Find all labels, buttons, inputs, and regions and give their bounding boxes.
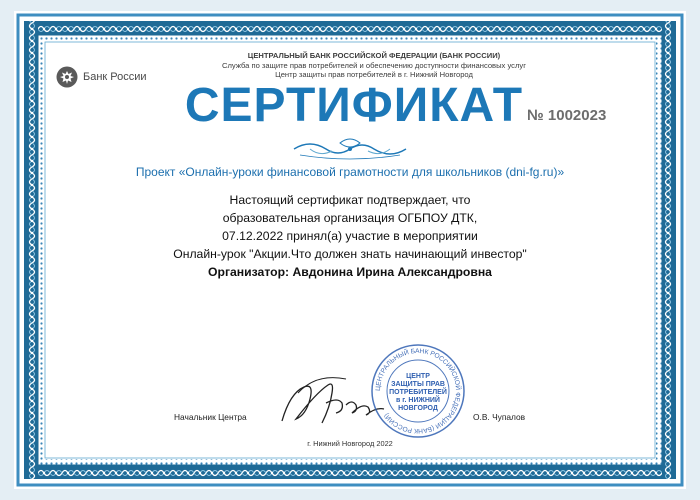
stamp-center-line-3: ПОТРЕБИТЕЛЕЙ bbox=[389, 389, 447, 396]
flourish-divider bbox=[290, 137, 410, 161]
certificate-number: № 1002023 bbox=[527, 107, 607, 124]
official-stamp bbox=[370, 343, 466, 439]
certificate-page bbox=[14, 11, 686, 489]
project-title: Проект «Онлайн-уроки финансовой грамотности для школьников (dni-fg.ru)» bbox=[135, 165, 565, 179]
logo-text: Банк России bbox=[83, 71, 147, 83]
double-headed-eagle-icon bbox=[56, 66, 78, 88]
body-line-1: Настоящий сертификат подтверждает, что bbox=[229, 193, 471, 207]
header-line-3: Центр защиты прав потребителей в г. Нижний Новгород bbox=[275, 70, 473, 79]
signatory-position: Начальник Центра bbox=[174, 412, 247, 422]
stamp-center-line-5: НОВГОРОД bbox=[398, 405, 438, 412]
certificate-title: СЕРТИФИКАТ bbox=[184, 79, 524, 132]
header-line-1: ЦЕНТРАЛЬНЫЙ БАНК РОССИЙСКОЙ ФЕДЕРАЦИИ (БАНК РОССИИ) bbox=[247, 51, 501, 60]
stamp-center-line-2: ЗАЩИТЫ ПРАВ bbox=[391, 381, 445, 388]
footer-place: г. Нижний Новгород 2022 bbox=[307, 439, 393, 448]
body-line-3: 07.12.2022 принял(а) участие в мероприятии bbox=[222, 229, 478, 243]
signatory-name: О.В. Чупалов bbox=[473, 412, 526, 422]
issuer-header bbox=[164, 51, 584, 80]
body-line-2: образовательная организация ОГБПОУ ДТК, bbox=[222, 211, 478, 225]
stamp-center-line-4: в г. НИЖНИЙ bbox=[396, 397, 440, 404]
stamp-outer-text: ЦЕНТРАЛЬНЫЙ БАНК РОССИЙСКОЙ ФЕДЕРАЦИИ (БАНК РОССИИ) bbox=[374, 347, 462, 435]
stamp-center-line-1: ЦЕНТР bbox=[406, 373, 430, 380]
organizer-line: Организатор: Авдонина Ирина Александровна bbox=[208, 265, 492, 279]
bank-logo bbox=[56, 66, 147, 88]
body-line-4: Онлайн-урок "Акции.Что должен знать начинающий инвестор" bbox=[173, 247, 527, 261]
header-line-2: Служба по защите прав потребителей и обеспечению доступности финансовых услуг bbox=[222, 60, 526, 70]
